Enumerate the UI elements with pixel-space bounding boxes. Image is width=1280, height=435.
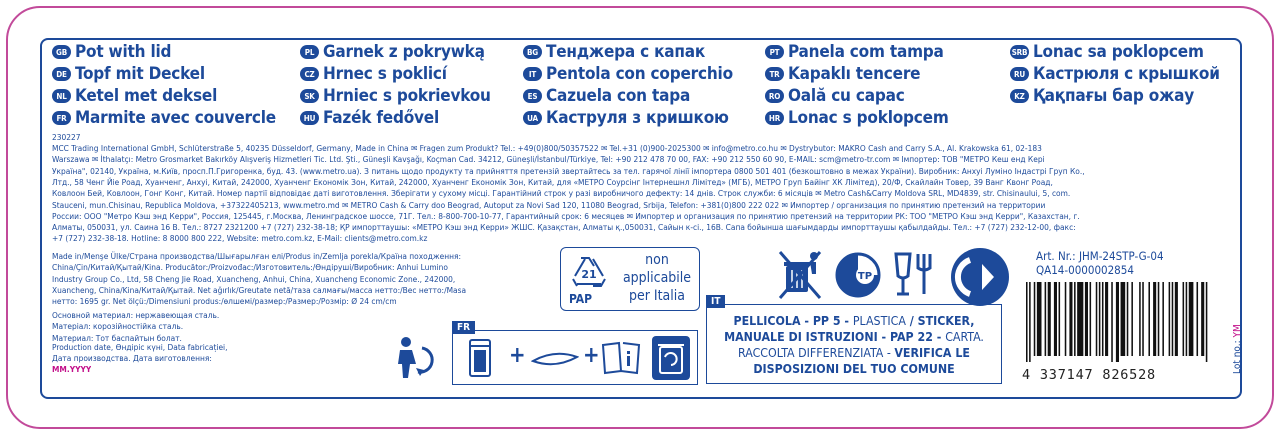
barcode-bar (1090, 282, 1092, 356)
barcode-bar (1201, 282, 1204, 356)
prod-line: Дата производства. Дата виготовлення: (52, 353, 212, 364)
language-badge: PL (300, 45, 319, 59)
product-title-text: Garnek z pokrywką (323, 42, 485, 62)
italy-tag: IT (706, 295, 725, 308)
product-title-ua (523, 108, 729, 128)
article-code: QA14-0000002854 (1036, 263, 1134, 277)
product-title-text: Hrniec s pokrievkou (323, 86, 491, 106)
product-title-es (523, 86, 690, 106)
material-line: Матеріал: корозійностійка сталь. (52, 321, 184, 332)
language-badge: HU (300, 111, 319, 125)
barcode-bar (1105, 282, 1108, 356)
product-title-text: Тенджера с капак (546, 42, 706, 62)
recycle-triangle-icon (567, 254, 611, 296)
language-badge: KZ (1010, 89, 1029, 103)
product-title-text: Қақпағы бар ожау (1033, 86, 1194, 106)
barcode-bar (1099, 282, 1101, 356)
product-title-srb (1010, 42, 1204, 62)
product-title-text: Kapaklı tencere (788, 64, 921, 84)
language-badge: BG (523, 45, 542, 59)
product-title-hu (300, 108, 439, 128)
product-title-text: Hrnec s poklicí (323, 64, 447, 84)
barcode-bar (1026, 282, 1028, 362)
product-title-text: Ketel met deksel (75, 86, 218, 106)
prod-line: Production date, Өндіріс күні, Data fabricației, (52, 342, 228, 352)
product-title-text: Marmite avec couvercle (75, 108, 276, 128)
barcode-bar (1153, 282, 1156, 356)
product-title-text: Fazék fedővel (323, 108, 440, 128)
barcode-bar (1127, 282, 1129, 356)
pouch-icon (467, 336, 493, 380)
barcode-bar (1186, 282, 1188, 356)
product-title-text: Lonac s poklopcem (788, 108, 949, 128)
barcode-bar (1085, 282, 1088, 356)
italy-recycle-note-box (560, 247, 700, 311)
product-title-text: Pot with lid (75, 42, 172, 62)
italy-note-line1: non (645, 252, 669, 268)
importer-line: MCC Trading International GmbH, Schlüterstraße 5, 40235 Düsseldorf, Germany, Made in China ✉ Fragen zum Produkt? Tel.: +49(0)800/50357522 ✉ Tel.+31 (0)900-2025300 ✉ info@metro.co.hu ✉ Dystrybutor: MAKRO Cash and Carry S.A., Al. Krakowska 61, 02-183 (52, 143, 1042, 153)
product-title-text: Lonac sa poklopcem (1033, 42, 1204, 62)
language-badge: RO (765, 89, 784, 103)
italy-line-3: RACCOLTA DIFFERENZIATA - VERIFICA LE (738, 346, 970, 360)
barcode-bar (1148, 282, 1150, 356)
importer-line: Лтд., 58 Ченг Йіе Роад, Хуанченг, Анхуі, Китай, 242000, Хуанченг Економік Зон, Китай, 242000, Хуанченг Економік Зон, Китай, для «МЕТРО Соурсінг Інтернешнл Лімітед» (МГБ), МЕТРО Груп Байінг ХК Лімітед), 20/Ф, Скайлайн Товер, 39 Ванг Квонг Роад, (52, 176, 1053, 187)
barcode-bar (1029, 282, 1031, 362)
italy-line-4: DISPOSIZIONI DEL TUO COMUNE (753, 362, 955, 376)
language-badge: RU (1010, 67, 1029, 81)
product-title-it (523, 64, 733, 84)
barcode-digits: 4 337147 826528 (1022, 367, 1156, 383)
origin-line: Made in/Menşe Ülke/Страна производства/Шығарылған елі/Produs in/Zemlja porekla/Країна походження: (52, 251, 461, 261)
product-title-text: Topf mit Deckel (75, 64, 205, 84)
language-badge: CZ (300, 67, 319, 81)
language-badge: SRB (1010, 45, 1029, 59)
product-title-text: Кастрюля с крышкой (1033, 64, 1220, 84)
plus-sign-2: + (583, 343, 600, 368)
lot-number: Lot no.: YM (1232, 324, 1243, 374)
language-badge: FR (52, 111, 71, 125)
barcode-bar (1037, 282, 1042, 356)
importer-line: +7 (727) 232-38-18. Hotline: 8 8000 800 222, Website: metro.com.kz, E-Mail: clients@metro.com.kz (52, 233, 428, 244)
language-badge: DE (52, 67, 71, 81)
barcode-bar (1102, 282, 1104, 356)
production-date-format: MM.YYYY (52, 364, 92, 374)
material-line: Основной материал: нержавеющая сталь. (52, 310, 220, 320)
language-badge: IT (523, 67, 542, 81)
origin-line: China/Çin/Китай/Қытай/Kina. Producător:/Proizvođac:/Изготовитель:/Өндіруші/Виробник: Anhui Lumino (52, 262, 448, 273)
italy-note-line2: applicabile (622, 270, 692, 286)
product-title-cz (300, 64, 447, 84)
product-title-de (52, 64, 205, 84)
material-line: Материал: Тот баспайтын болат. (52, 332, 182, 343)
importer-line: Алматы, 050031, ул. Саина 16 В. Тел.: 8727 2321200 +7 (727) 232-38-18; ҚР импорттаушы: «МЕТРО Кэш энд Керри» ЖШС. Қазақстан, Алматы қ.,050031, Сайын к-сі., 16В. Сапа бойынша шағымдарды импорттаушы қабылдайды. Тел.: +7 (727) 232-12-00, факс: (52, 222, 1076, 233)
product-title-bg (523, 42, 705, 62)
svg-text:TP: TP (857, 271, 873, 282)
barcode-bar (1077, 282, 1083, 356)
barcode-bar (1175, 282, 1178, 356)
language-badge: HR (765, 111, 784, 125)
language-badge: PT (765, 45, 784, 59)
language-badge: UA (523, 111, 542, 125)
product-title-text: Cazuela con tapa (546, 86, 691, 106)
product-title-gb (52, 42, 171, 62)
importer-line: Ковлоон Бей, Ковлоон, Гонг Конг, Китай. Номер партії відповідає даті виготовлення. Зберігати у сухому місці. Гарантійний строк у разі виробничого дефекту: 14 днів. Строк служби: 6 місяців ✉ Metro Cash&Carry Moldova SRL, MD4839, str. Chisinaului, 5, com. (52, 188, 1071, 199)
recycle-number: 21 (581, 268, 597, 281)
product-title-tr (765, 64, 920, 84)
product-title-pt (765, 42, 944, 62)
barcode-bar (1096, 282, 1098, 356)
eac-mark-icon (832, 250, 884, 300)
importer-line: Warszawa ✉ İthalatçı: Metro Grosmarket Bakırköy Alışveriş Hizmetleri Tic. Ltd. Şti., Güneşli Kavşağı, Koçman Cad. 34212, Güneşli/İstanbul/Türkiye, Tel: +90 212 478 70 00, FAX: +90 212 550 60 90, E-MAIL: scm@metro-tr.com ✉ Імпортер: ТОВ "МЕТРО Кеш енд Кері (52, 154, 1045, 165)
barcode (1022, 282, 1222, 362)
glass-fork-icon (892, 250, 938, 300)
barcode-bar (1206, 282, 1208, 362)
product-title-sk (300, 86, 491, 106)
product-title-fr (52, 108, 276, 128)
language-badge: SK (300, 89, 319, 103)
italy-line-2: MANUALE DI ISTRUZIONI - PAP 22 - CARTA. (724, 330, 984, 344)
manual-icon (601, 341, 641, 375)
barcode-bar (1172, 282, 1174, 356)
bin-person-icon (776, 250, 824, 300)
product-title-kz (1010, 86, 1194, 106)
origin-line: нетто: 1695 gr. Net ölçü:/Dimensiuni produs:/өлшемі/размер:/Размер:/Розмір: Ø 24 cm/cm (52, 296, 397, 307)
product-title-text: Panela com tampa (788, 42, 944, 62)
barcode-bar (1139, 282, 1141, 356)
batch-code: 230227 (52, 132, 81, 142)
language-badge: ES (523, 89, 542, 103)
origin-line: Industry Group Co., Ltd, 58 Cheng Jie Road, Xuancheng, Anhui, China, Xuancheng Economic Zone., 242000, (52, 273, 456, 284)
italy-line-1: PELLICOLA - PP 5 - PLASTICA / STICKER, (733, 314, 975, 328)
product-title-ro (765, 86, 905, 106)
barcode-bar (1111, 282, 1113, 362)
barcode-bar (1183, 282, 1185, 356)
product-title-text: Каструля з кришкою (546, 108, 729, 128)
italy-disposal-box (706, 296, 1002, 384)
france-sorting-box (452, 322, 698, 385)
green-dot-icon (948, 246, 1012, 308)
importer-line: России: ООО "Метро Кэш энд Керри", Россия, 125445, г.Москва, Ленинградское шоссе, 71Г. Тел.: 8-800-700-10-77, Гарантийный срок: 6 месяцев ✉ Импортер и организация по принятию претензий на территории РК: ТОО "МЕТРО Кэш энд Керри", Казахстан, г. (52, 210, 1080, 221)
barcode-bar (1074, 282, 1076, 356)
bin-icon (651, 335, 691, 381)
product-title-text: Oală cu capac (788, 86, 905, 106)
barcode-bar (1121, 282, 1126, 356)
barcode-bar (1162, 282, 1164, 356)
language-badge: TR (765, 67, 784, 81)
sticker-icon (531, 349, 579, 369)
barcode-bar (1034, 282, 1036, 356)
barcode-bar (1158, 282, 1160, 356)
barcode-bar (1048, 282, 1051, 356)
product-title-hr (765, 108, 949, 128)
recycle-label: PAP (569, 292, 593, 306)
importer-line: Stauceni, mun.Chisinau, Republica Moldova, +37322405213, www.metro.md ✉ METRO Cash & Carry doo Beograd, Autoput za Novi Sad 120, 11080 Beograd, Srbija, Telefon: +381(0)800 222 022 ✉ Импортер / организация по принятию претензий на территории (52, 199, 1046, 210)
article-number: Art. Nr.: JHM-24STP-G-04 (1036, 249, 1164, 263)
language-badge: GB (52, 45, 71, 59)
barcode-bar (1065, 282, 1067, 356)
barcode-bar (1131, 282, 1133, 356)
france-tag: FR (452, 321, 475, 334)
barcode-bar (1069, 282, 1072, 356)
product-title-text: Pentola con coperchio (546, 64, 733, 84)
product-title-ru (1010, 64, 1220, 84)
barcode-bar (1189, 282, 1194, 356)
barcode-bar (1045, 282, 1047, 356)
barcode-bar (1142, 282, 1144, 356)
italy-note-line3: per Italia (628, 288, 685, 304)
language-badge: NL (52, 89, 71, 103)
origin-line: Xuancheng, China/Kina/Китай/Қытай. Net ağırlık/Greutate netă/таза салмағы/масса нетто:/Вес нетто:/Masa (52, 284, 467, 295)
barcode-bar (1116, 282, 1119, 362)
plus-sign-1: + (509, 343, 526, 368)
product-title-nl (52, 86, 217, 106)
product-title-pl (300, 42, 485, 62)
barcode-bar (1054, 282, 1057, 356)
barcode-bar (1169, 282, 1171, 356)
importer-line: Україна", 02140, Україна, м.Київ, просп.П.Григоренка, буд. 43. (www.metro.ua). З питань щодо продукту та прийняття претензій звертайтесь за тел. гарячої лінії імпортера 0800 501 401 (безкоштовно в межах України). Виробник: Анхуі Луміно Індастрі Груп Ко., (52, 165, 1085, 176)
barcode-bar (1059, 282, 1061, 356)
barcode-bar (1197, 282, 1199, 356)
triman-icon (392, 332, 442, 382)
